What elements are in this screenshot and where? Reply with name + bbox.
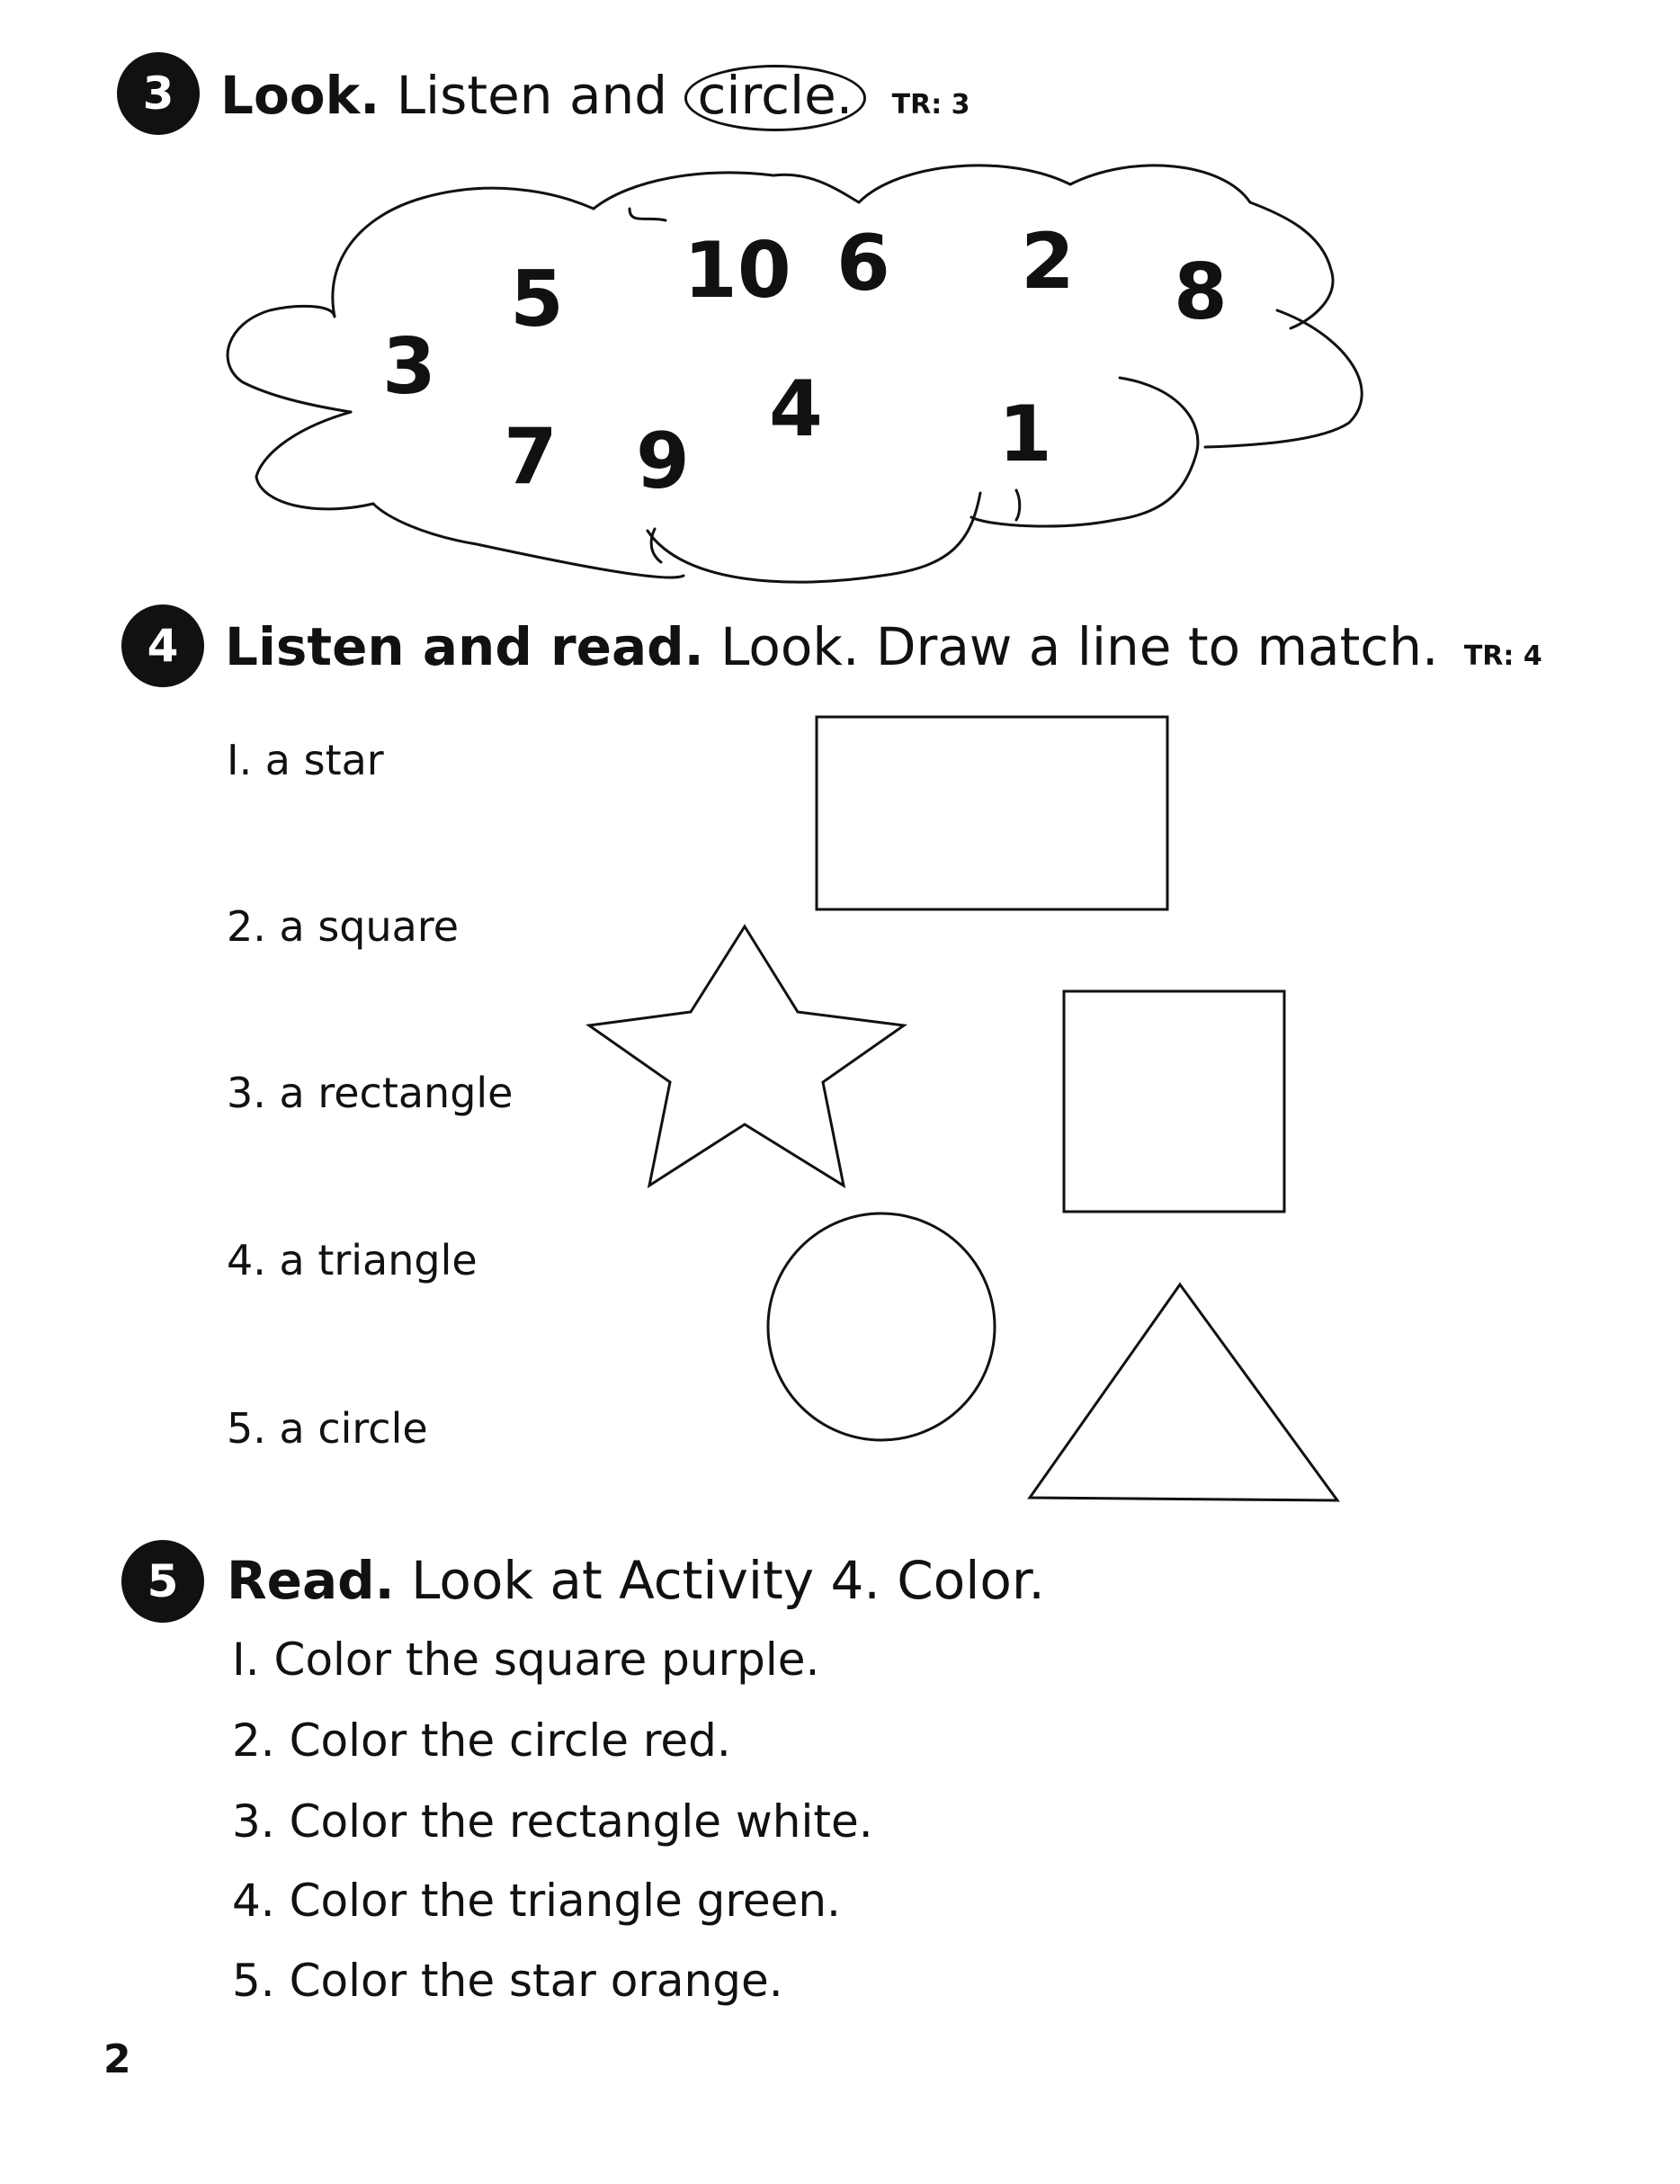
color-instruction: I. Color the square purple.: [232, 1634, 820, 1686]
cloud-number[interactable]: 9: [636, 416, 690, 506]
activity-4-title-bold: Listen and read.: [225, 616, 704, 677]
rectangle-shape: [817, 717, 1167, 909]
activity-5-title-bold: Read.: [227, 1550, 395, 1611]
activity-5-title-text: Look at Activity 4. Color.: [411, 1550, 1045, 1611]
circle-shape: [768, 1213, 995, 1440]
cloud-number[interactable]: 6: [836, 219, 890, 309]
page-number: 2: [103, 2036, 131, 2082]
match-item[interactable]: I. a star: [227, 736, 384, 784]
activity-3-track: TR: 3: [891, 89, 970, 121]
cloud-number[interactable]: 8: [1174, 247, 1228, 337]
activity-4-title-text: Look. Draw a line to match.: [720, 616, 1439, 677]
color-instruction: 2. Color the circle red.: [232, 1714, 731, 1767]
color-instruction: 3. Color the rectangle white.: [232, 1795, 873, 1848]
match-item[interactable]: 5. a circle: [227, 1404, 428, 1453]
match-item[interactable]: 4. a triangle: [227, 1236, 478, 1284]
color-instruction: 5. Color the star orange.: [232, 1955, 783, 2007]
activity-4-badge: 4: [121, 604, 204, 687]
cloud-number[interactable]: 2: [1021, 217, 1075, 307]
activity-3-title-text: Listen and: [396, 65, 668, 126]
activity-4-heading: [225, 616, 1542, 677]
activity-4-track: TR: 4: [1463, 640, 1542, 672]
color-instruction: 4. Color the triangle green.: [232, 1875, 841, 1927]
activity-5-badge: 5: [121, 1540, 204, 1623]
triangle-shape: [1030, 1284, 1337, 1500]
activity-3-badge: 3: [117, 52, 200, 135]
match-item[interactable]: 3. a rectangle: [227, 1069, 514, 1117]
cloud-number[interactable]: 10: [684, 226, 791, 316]
cloud-number[interactable]: 3: [382, 322, 436, 412]
match-item[interactable]: 2. a square: [227, 902, 460, 951]
cloud-number[interactable]: 4: [769, 364, 823, 454]
activity-3-title-bold: Look.: [220, 65, 380, 126]
activity-5-heading: [227, 1550, 1045, 1611]
cloud-number[interactable]: 7: [504, 412, 558, 502]
cloud-number[interactable]: 5: [510, 255, 564, 345]
square-shape: [1064, 991, 1284, 1212]
star-shape: [589, 926, 904, 1186]
activity-3-title-circled: circle.: [684, 65, 867, 131]
cloud-number[interactable]: 1: [998, 389, 1052, 479]
